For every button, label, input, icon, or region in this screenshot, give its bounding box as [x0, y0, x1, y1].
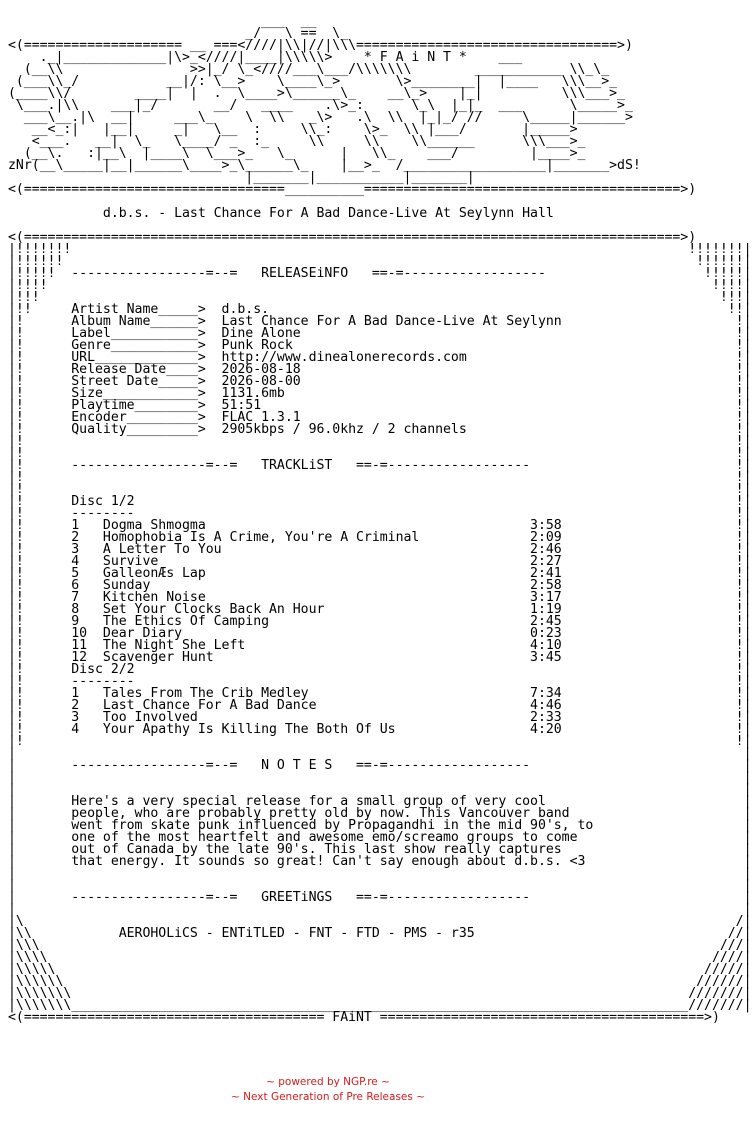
nfo-text: ___ __ _/ \ == \_ <(==================== __ ===<////|\\|//|\\\=================================>) ._|_____________|\>_<////|____|\\\\\> * F A i N T * ___ (__\\ >>|_/ \_<////___\___/\\\\\\\ ___________ \\_\_ (___\\_/ __|/: \__> \____\_> \>________| |____ \\\__>_ (____\\/ ____| | . \____>\______\_ __\_> |_| \\\___>_ \___.|\\ ___|_/ __/ ____ .\>_: \_\ |_|_ ___ \_____>_ ___\__.|\ __| ___\_ \ \\ _\> .\ \\ |_|_/ // \_____|______> __<_:| |__| _| \__ : \\_: \>_ \\ |___/ |_____> <___. __| \_ \____/ _ :_ \\ \\ \\______ \\\___>_ (__\. :|__\ |____\ \___>_ \_ | \\_ ___/ |____>_ zNr(__\_____|__|______\____>_\______\_ |__>_ /__________________|_______>dS! |_______|___________|_______| <(=================================__________========================================>) d.b.s. - Last Chance For A Bad Dance-Live At Seylynn Hall <(===================================================================================>) |!!!!!!! !!!!!!!| |!!!!!! !!!!!!| |!!!!! -----------------=--= RELEASEiNFO ==-=------------------ !!!!!| |!!!! !!!!| |!!! !!!| |!! Artist Name_____> d.b.s. !!| |! Album Name______> Last Chance For A Bad Dance-Live At Seylynn !| |! Label___________> Dine Alone !| |! Genre___________> Punk Rock !| |! URL_____________> http://www.dinealonerecords.com !| |! Release Date____> 2026-08-18 !| |! Street Date_____> 2026-08-00 !| |! Size____________> 1131.6mb !| |! Playtime________> 51:51 !| |! Encoder_________> FLAC 1.3.1 !| |! Quality_________> 2905kbps / 96.0khz / 2 channels !| |! !| |! !| |! -----------------=--= TRACKLiST ==-=------------------ !| |! !| |! !| |! Disc 1/2 !| |! -------- !| |! 1 Dogma Shmogma 3:58 !| |! 2 Homophobia Is A Crime, You're A Criminal 2:09 !| |! 3 A Letter To You 2:46 !| |! 4 Survive 2:27 !| |! 5 GalleonÆs Lap 2:41 !| |! 6 Sunday 2:58 !| |! 7 Kitchen Noise 3:17 !| |! 8 Set Your Clocks Back An Hour 1:19 !| |! 9 The Ethics Of Camping 2:45 !| |! 10 Dear Diary 0:23 !| |! 11 The Night She Left 4:10 !| |! 12 Scavenger Hunt 3:45 !| |! Disc 2/2 !| |! -------- !| |! 1 Tales From The Crib Medley 7:34 !| |! 2 Last Chance For A Bad Dance 4:46 !| |! 3 Too Involved 2:33 !| |! 4 Your Apathy Is Killing The Both Of Us 4:20 !| |! !| | | | -----------------=--= N O T E S ==-=------------------ | | | | | | Here's a very special release for a small group of very cool | | people, who are probably pretty old by now. This Vancouver band | | went from skate punk influenced by Propagandhi in the mid 90's, to | | one of the most heartfelt and awesome emo/screamo groups to come | | out of Canada by the late 90's. This last show really captures | | that energy. It sounds so great! Can't say enough about d.b.s. <3 | | | | | | -----------------=--= GREETiNGS ==-=------------------ | | | |\ /| |\\ AEROHOLiCS - ENTiTLED - FNT - FTD - PMS - r35 //| |\\\ ///| |\\\\ ////| |\\\\\ /////| |\\\\\\ //////| |\\\\\\\ ///////| |\\\\\\\______________________________________________________________________________///////| <(====================================== FAiNT =========================================>)	[8, 14, 752, 1025]
powered-by-link[interactable]: ~ powered by NGP.re ~	[266, 1076, 390, 1088]
ngp-tagline-link[interactable]: ~ Next Generation of Pre Releases ~	[231, 1091, 425, 1103]
footer	[0, 1075, 656, 1105]
